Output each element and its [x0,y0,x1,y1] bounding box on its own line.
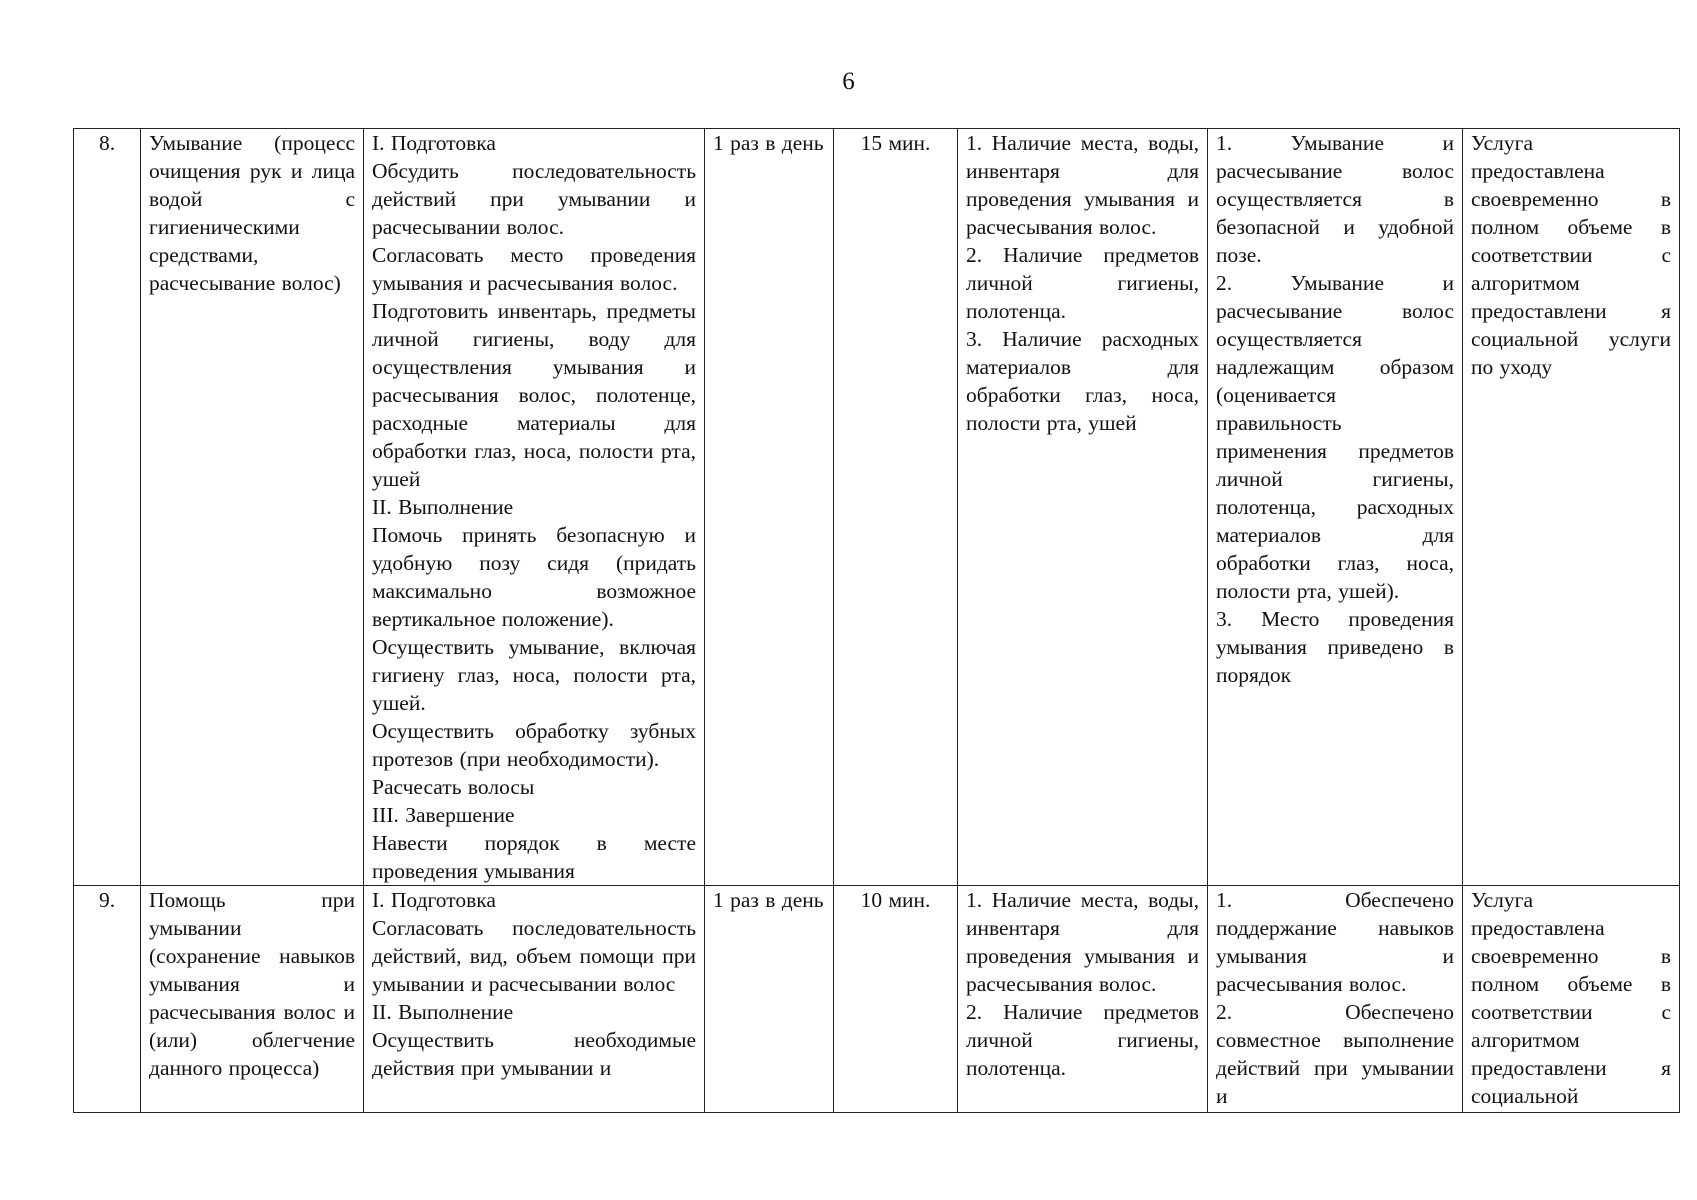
action-step: I. Подготовка [372,888,496,912]
action-step: Помочь принять безопасную и удобную позу сидя (придать максимально возможное вертикальное положение). [372,523,696,631]
evaluation-cell: Услуга предоставлена своевременно в полном объеме в соответствии с алгоритмом предоставлени я социальной [1463,886,1680,1113]
action-step: Подготовить инвентарь, предметы личной гигиены, воду для осуществления умывания и расчесывания волос, полотенце, расходные материалы для обработки глаз, носа, полости рта, ушей [372,299,696,491]
services-table [73,128,1680,1113]
frequency-cell: 1 раз в день [705,886,834,1113]
row-number-cell: 8. [74,129,141,886]
service-name-cell: Умывание (процесс очищения рук и лица водой с гигиеническими средствами, расчесывание волос) [141,129,364,886]
table-row [74,886,1680,1113]
action-step: Согласовать место проведения умывания и расчесывания волос. [372,243,696,295]
result-item: 3. Место проведения умывания приведено в порядок [1216,607,1454,687]
action-step: III. Завершение [372,803,515,827]
action-step: Расчесать волосы [372,775,535,799]
row-number-cell: 9. [74,886,141,1113]
action-step: II. Выполнение [372,495,514,519]
result-item: 1. Умывание и расчесывание волос осуществляется в безопасной и удобной позе. [1216,131,1454,267]
results-cell [1208,129,1463,886]
action-step: Осуществить умывание, включая гигиену глаз, носа, полости рта, ушей. [372,635,696,715]
table-row [74,129,1680,886]
frequency-cell: 1 раз в день [705,129,834,886]
action-step: II. Выполнение [372,1000,514,1024]
condition-item: 1. Наличие места, воды, инвентаря для проведения умывания и расчесывания волос. [966,131,1199,239]
action-step: Обсудить последовательность действий при умывании и расчесывании волос. [372,159,696,239]
time-cell: 15 мин. [834,129,958,886]
result-item: 1. Обеспечено поддержание навыков умывания и расчесывания волос. [1216,888,1454,996]
condition-item: 1. Наличие места, воды, инвентаря для проведения умывания и расчесывания волос. [966,888,1199,996]
actions-cell [364,886,705,1113]
actions-cell [364,129,705,886]
action-step: Согласовать последовательность действий, вид, объем помощи при умывании и расчесывании волос [372,916,696,996]
condition-item: 2. Наличие предметов личной гигиены, полотенца. [966,243,1199,323]
result-item: 2. Умывание и расчесывание волос осуществляется надлежащим образом (оценивается правильность применения предметов личной гигиены, полотенца, расходных материалов для обработки глаз, носа, полости рта, ушей). [1216,271,1454,603]
result-item: 2. Обеспечено совместное выполнение действий при умывании и [1216,1000,1454,1108]
conditions-cell [958,129,1208,886]
action-step: Осуществить необходимые действия при умывании и [372,1028,696,1080]
page-number: 6 [842,68,855,95]
service-name-cell: Помощь при умывании (сохранение навыков умывания и расчесывания волос и (или) облегчение данного процесса) [141,886,364,1113]
results-cell [1208,886,1463,1113]
action-step: I. Подготовка [372,131,496,155]
time-cell: 10 мин. [834,886,958,1113]
condition-item: 3. Наличие расходных материалов для обработки глаз, носа, полости рта, ушей [966,327,1199,435]
action-step: Навести порядок в месте проведения умывания [372,831,696,883]
evaluation-cell: Услуга предоставлена своевременно в полном объеме в соответствии с алгоритмом предоставлени я социальной услуги по уходу [1463,129,1680,886]
conditions-cell [958,886,1208,1113]
condition-item: 2. Наличие предметов личной гигиены, полотенца. [966,1000,1199,1080]
action-step: Осуществить обработку зубных протезов (при необходимости). [372,719,696,771]
